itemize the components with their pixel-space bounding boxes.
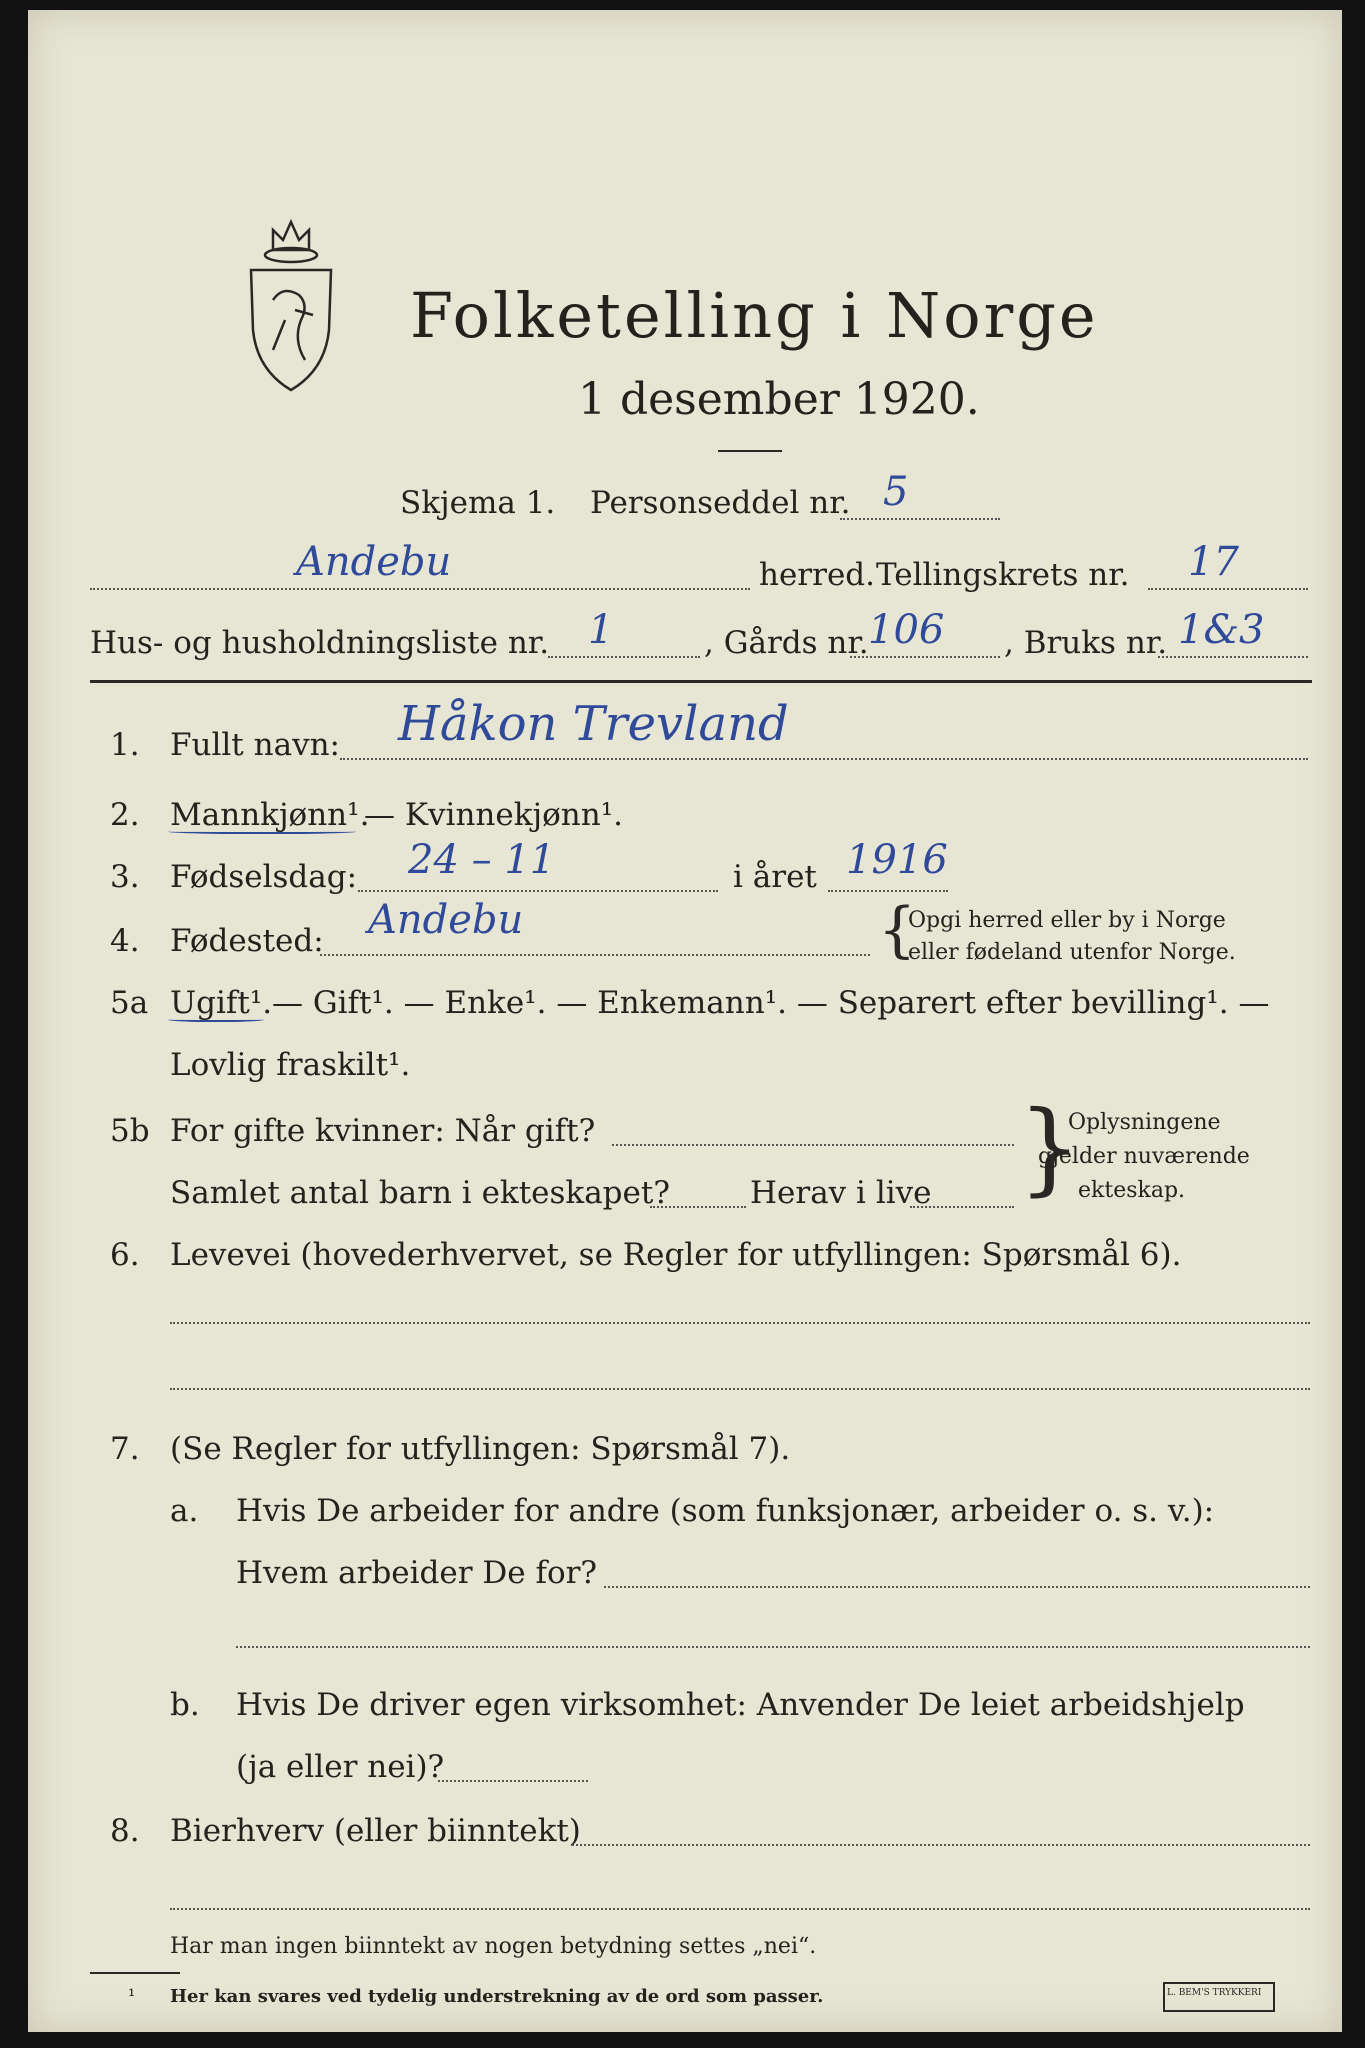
- q3-value: 24 – 11: [408, 837, 556, 883]
- q7b-letter: b.: [170, 1687, 200, 1723]
- q7a-line2: Hvem arbeider De for?: [236, 1555, 598, 1591]
- q3-label: Fødselsdag:: [170, 859, 358, 895]
- herred-line: [90, 588, 750, 590]
- q7-number: 7.: [110, 1431, 140, 1467]
- biinntekt-note: Har man ingen biinntekt av nogen betydning settes „nei“.: [170, 1934, 817, 1959]
- q7a-line1: Hvis De arbeider for andre (som funksjonær, arbeider o. s. v.):: [236, 1493, 1215, 1529]
- q3-year-label: i året: [733, 859, 817, 895]
- q5b-barn-label: Samlet antal barn i ekteskapet?: [170, 1175, 670, 1211]
- q5a-number: 5a: [110, 985, 149, 1021]
- hus-value: 1: [588, 607, 614, 653]
- q5b-barn-line: [650, 1206, 746, 1208]
- census-date: 1 desember 1920.: [578, 374, 980, 425]
- skjema-label: Skjema 1.: [400, 485, 556, 521]
- form-title: Folketelling i Norge: [410, 279, 1099, 352]
- hus-label: Hus- og husholdningsliste nr.: [90, 625, 550, 661]
- personseddel-label: Personseddel nr.: [590, 485, 851, 521]
- q6-label: Levevei (hovederhvervet, se Regler for utfyllingen: Spørsmål 6).: [170, 1237, 1182, 1273]
- gaards-line: [850, 656, 1000, 658]
- printer-stamp: [1163, 1982, 1275, 2012]
- q3-year-value: 1916: [846, 837, 948, 883]
- bruks-line: [1158, 656, 1308, 658]
- q5b-brace: }: [1018, 1089, 1082, 1206]
- header-rule: [90, 680, 1312, 683]
- q4-value: Andebu: [368, 897, 524, 943]
- q2-female-option: — Kvinnekjønn¹.: [364, 797, 623, 833]
- tellingskrets-line: [1148, 588, 1308, 590]
- q7b-answer-line: [438, 1780, 588, 1782]
- q7a-extra-line: [236, 1646, 1310, 1648]
- q8-label: Bierhverv (eller biinntekt): [170, 1813, 581, 1849]
- q5a-ugift-option: Ugift¹.: [170, 985, 273, 1021]
- q7b-line1: Hvis De driver egen virksomhet: Anvender De leiet arbeidshjelp: [236, 1687, 1245, 1723]
- q5a-fraskilt-option: Lovlig fraskilt¹.: [170, 1047, 411, 1083]
- q5b-live-label: Herav i live: [750, 1175, 932, 1211]
- q7-label: (Se Regler for utfyllingen: Spørsmål 7).: [170, 1431, 791, 1467]
- q5a-options: — Gift¹. — Enke¹. — Enkemann¹. — Separert efter bevilling¹. —: [272, 985, 1270, 1021]
- q5b-line1: For gifte kvinner: Når gift?: [170, 1113, 596, 1149]
- q5b-live-line: [910, 1206, 1014, 1208]
- q7a-employer-line: [604, 1586, 1310, 1588]
- personseddel-value: 5: [883, 469, 909, 515]
- q7b-line2: (ja eller nei)?: [236, 1749, 445, 1785]
- q6-line1: [170, 1322, 1310, 1324]
- tellingskrets-label: Tellingskrets nr.: [876, 557, 1130, 593]
- gaards-label: , Gårds nr.: [704, 625, 869, 661]
- herred-label: herred.: [759, 557, 875, 593]
- title-divider: [718, 450, 782, 452]
- q4-label: Fødested:: [170, 923, 324, 959]
- coat-of-arms-icon: [243, 210, 339, 400]
- q4-note-line2: eller fødeland utenfor Norge.: [908, 940, 1236, 965]
- q5b-note-line1: Oplysningene: [1068, 1110, 1221, 1135]
- q3-number: 3.: [110, 859, 140, 895]
- footnote-mark: ¹: [128, 1986, 136, 2007]
- q5b-number: 5b: [110, 1113, 150, 1149]
- q8-line1: [572, 1844, 1310, 1846]
- q5b-note-line3: ekteskap.: [1078, 1178, 1186, 1203]
- census-form-page: [28, 10, 1342, 2032]
- q6-line2: [170, 1388, 1310, 1390]
- herred-value: Andebu: [296, 539, 452, 585]
- hus-line: [548, 656, 700, 658]
- q4-note-line1: Opgi herred eller by i Norge: [908, 908, 1226, 933]
- printer-stamp-text: L. BEM'S TRYKKERI: [1167, 1988, 1262, 1998]
- q5b-gift-line: [612, 1144, 1014, 1146]
- q2-number: 2.: [110, 797, 140, 833]
- q8-line2: [170, 1908, 1310, 1910]
- tellingskrets-value: 17: [1188, 539, 1239, 585]
- q1-number: 1.: [110, 727, 140, 763]
- q2-male-option: Mannkjønn¹.: [170, 797, 370, 833]
- personseddel-line: [840, 518, 1000, 520]
- q2-male-underline: [168, 828, 356, 834]
- q8-number: 8.: [110, 1813, 140, 1849]
- bruks-value: 1&3: [1178, 607, 1265, 653]
- q1-value: Håkon Trevland: [398, 696, 789, 752]
- footnote-rule: [90, 1972, 180, 1974]
- q5a-ugift-underline: [168, 1016, 264, 1022]
- q5b-note-line2: gjelder nuværende: [1038, 1144, 1250, 1169]
- q7a-letter: a.: [170, 1493, 199, 1529]
- q4-number: 4.: [110, 923, 140, 959]
- bruks-label: , Bruks nr.: [1004, 625, 1168, 661]
- q6-number: 6.: [110, 1237, 140, 1273]
- gaards-value: 106: [868, 607, 945, 653]
- footnote-text: Her kan svares ved tydelig understrekning av de ord som passer.: [170, 1986, 824, 2007]
- q4-brace: {: [878, 895, 917, 965]
- q4-line: [320, 954, 870, 956]
- q3-year-line: [828, 890, 948, 892]
- q3-date-line: [358, 890, 718, 892]
- q1-line: [340, 758, 1308, 760]
- q1-label: Fullt navn:: [170, 727, 340, 763]
